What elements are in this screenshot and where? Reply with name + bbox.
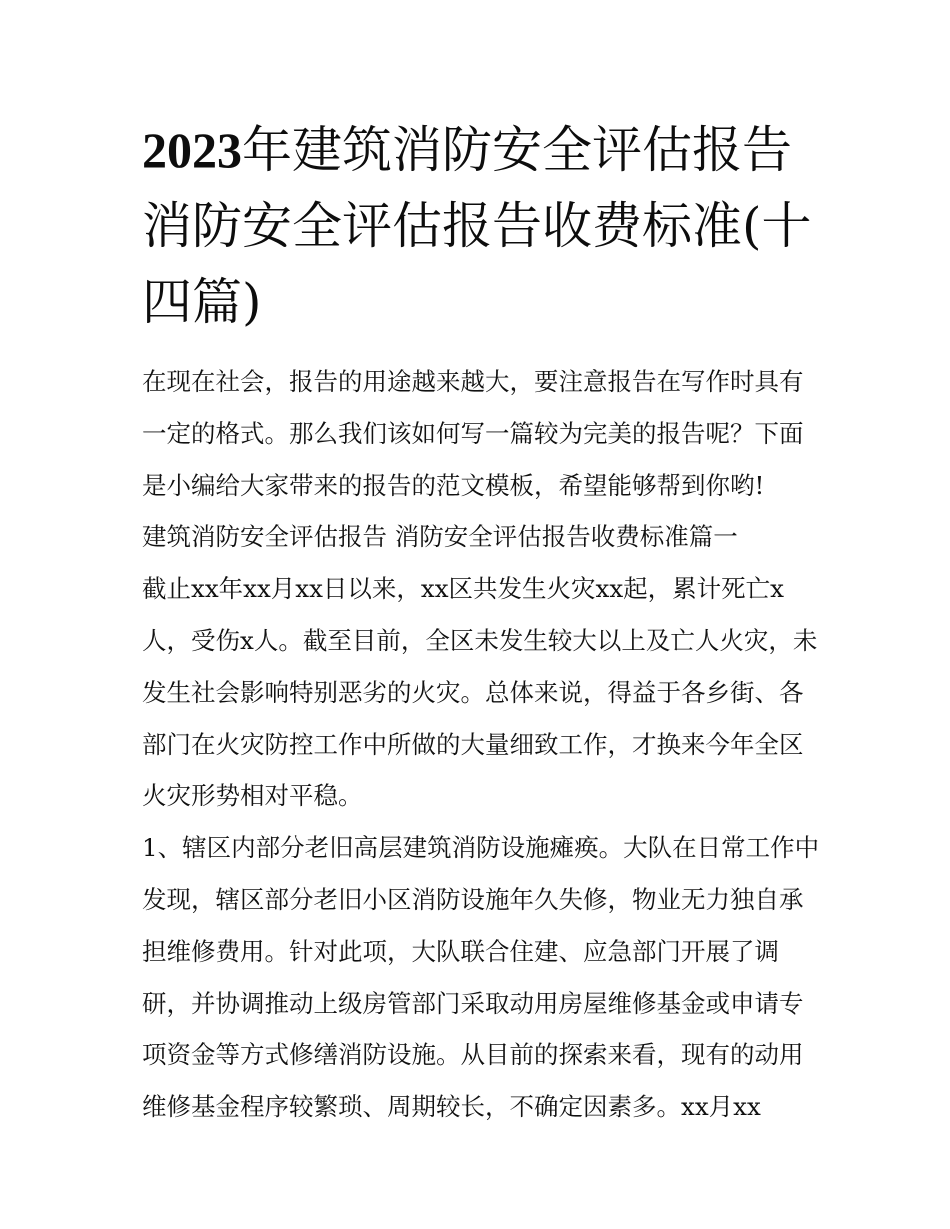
intro-paragraph: 在现在社会，报告的用途越来越大，要注意报告在写作时具有一定的格式。那么我们该如何写一篇较为完美的报告呢？下面是小编给大家带来的报告的范文模板，希望能够帮到你哟! xyxy=(142,367,804,500)
title-text: 年建筑消防安全评估报告消防安全评估报告收费标准(十四篇) xyxy=(142,121,812,331)
document-body xyxy=(142,356,822,1133)
document-title xyxy=(142,112,822,340)
section-heading: 建筑消防安全评估报告 消防安全评估报告收费标准篇一 xyxy=(142,522,738,552)
issue-one-paragraph: 1、辖区内部分老旧高层建筑消防设施瘫痪。大队在日常工作中发现，辖区部分老旧小区消防设施年久失修，物业无力独自承担维修费用。针对此项，大队联合住建、应急部门开展了调研，并协调推动上级房管部门采取动用房屋维修基金或申请专项资金等方式修缮消防设施。从目前的探索来看，现有的动用维修基金程序较繁琐、周期较长，不确定因素多。xx月xx xyxy=(142,833,820,1122)
title-year: 2023 xyxy=(142,122,242,178)
fire-statistics-paragraph: 截止xx年xx月xx日以来，xx区共发生火灾xx起，累计死亡x人，受伤x人。截至目前，全区未发生较大以上及亡人火灾，未发生社会影响特别恶劣的火灾。总体来说，得益于各乡街、各部门在火灾防控工作中所做的大量细致工作，才换来今年全区火灾形势相对平稳。 xyxy=(142,574,818,811)
